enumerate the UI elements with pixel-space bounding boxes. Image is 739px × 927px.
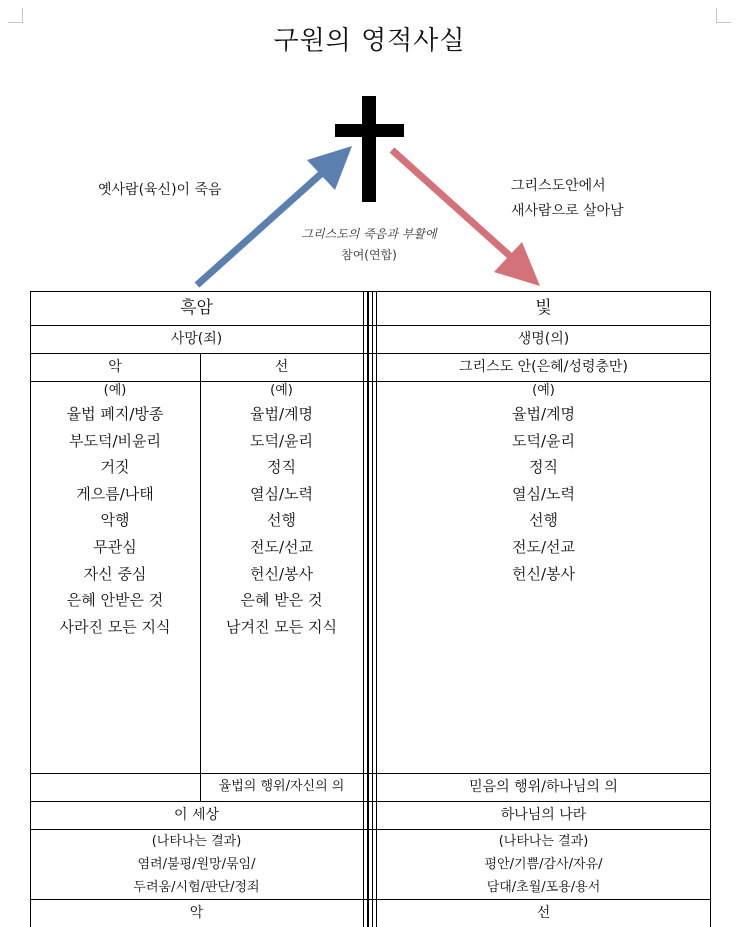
bottom-evil-cell: 악 bbox=[189, 905, 204, 921]
list-item: 열심/노력 bbox=[249, 484, 313, 503]
life-cell: 생명(의) bbox=[517, 331, 570, 347]
right-results-cell bbox=[377, 829, 710, 899]
list-item: 자신 중심 bbox=[83, 564, 147, 583]
page-title: 구원의 영적사실 bbox=[273, 26, 466, 56]
right-label-line: 그리스도안에서 bbox=[511, 178, 606, 194]
list-item: 거짓 bbox=[100, 458, 130, 477]
list-item: 남겨진 모든 지식 bbox=[226, 617, 337, 636]
list-item: 헌신/봉사 bbox=[249, 564, 313, 583]
list-item: 도덕/윤리 bbox=[249, 431, 313, 450]
good-header: 선 bbox=[274, 359, 289, 375]
kingdom-cell: 하나님의 나라 bbox=[500, 807, 587, 823]
law-works-cell: 율법의 행위/자신의 의 bbox=[218, 779, 345, 794]
death-cell: 사망(죄) bbox=[170, 331, 223, 347]
list-item: 사라진 모든 지식 bbox=[59, 617, 171, 636]
center-caption bbox=[282, 224, 456, 266]
in-christ-header: 그리스도 안(은혜/성령충만) bbox=[459, 359, 628, 375]
list-item: 선행 bbox=[267, 511, 296, 530]
list-item: 율법 폐지/방종 bbox=[66, 405, 164, 423]
list-item: 정직 bbox=[529, 458, 558, 477]
right-label bbox=[511, 174, 624, 224]
this-world-cell: 이 세상 bbox=[173, 807, 220, 823]
list-item: 전도/선교 bbox=[511, 537, 575, 556]
example-label: (예) bbox=[270, 383, 293, 398]
caption-line: 참여(연합) bbox=[341, 248, 397, 262]
list-item: 율법/계명 bbox=[249, 405, 313, 423]
caption-line: 그리스도의 죽음과 부활에 bbox=[301, 227, 437, 241]
result-line: 담대/초월/포용/용서 bbox=[486, 880, 601, 895]
list-item: 부도덕/비윤리 bbox=[69, 431, 161, 450]
example-label: (예) bbox=[532, 383, 555, 398]
left-results-cell bbox=[30, 829, 363, 899]
left-label: 옛사람(육신)이 죽음 bbox=[98, 182, 222, 198]
list-item: 악행 bbox=[100, 511, 130, 530]
list-item: 열심/노력 bbox=[511, 484, 575, 503]
result-label: (나타나는 결과) bbox=[498, 834, 589, 849]
list-item: 선행 bbox=[529, 511, 558, 530]
good-list bbox=[200, 381, 363, 640]
result-line: 염려/불평/원망/묶임/ bbox=[137, 857, 256, 872]
result-label: (나타나는 결과) bbox=[151, 834, 242, 849]
list-item: 무관심 bbox=[93, 537, 137, 556]
light-header: 빛 bbox=[535, 298, 552, 318]
list-item: 헌신/봉사 bbox=[511, 564, 575, 583]
faith-works-cell: 믿음의 행위/하나님의 의 bbox=[469, 779, 618, 795]
evil-header: 악 bbox=[108, 359, 122, 375]
list-item: 율법/계명 bbox=[511, 405, 575, 423]
spiritual-facts-table bbox=[30, 291, 711, 927]
list-item: 은혜 받은 것 bbox=[240, 591, 323, 610]
result-line: 두려움/시험/판단/정죄 bbox=[133, 880, 260, 895]
list-item: 정직 bbox=[267, 458, 296, 477]
result-line: 평안/기쁨/감사/자유/ bbox=[484, 857, 603, 872]
example-label: (예) bbox=[103, 383, 127, 398]
evil-list bbox=[30, 381, 200, 640]
list-item: 은혜 안받은 것 bbox=[66, 591, 164, 610]
list-item: 게으름/나태 bbox=[76, 484, 154, 503]
list-item: 도덕/윤리 bbox=[511, 431, 575, 450]
bottom-good-cell: 선 bbox=[536, 905, 551, 921]
right-label-line: 새사람으로 살아남 bbox=[511, 203, 624, 219]
list-item: 전도/선교 bbox=[249, 537, 313, 556]
darkness-header: 흑암 bbox=[180, 298, 213, 318]
light-list bbox=[377, 381, 710, 587]
